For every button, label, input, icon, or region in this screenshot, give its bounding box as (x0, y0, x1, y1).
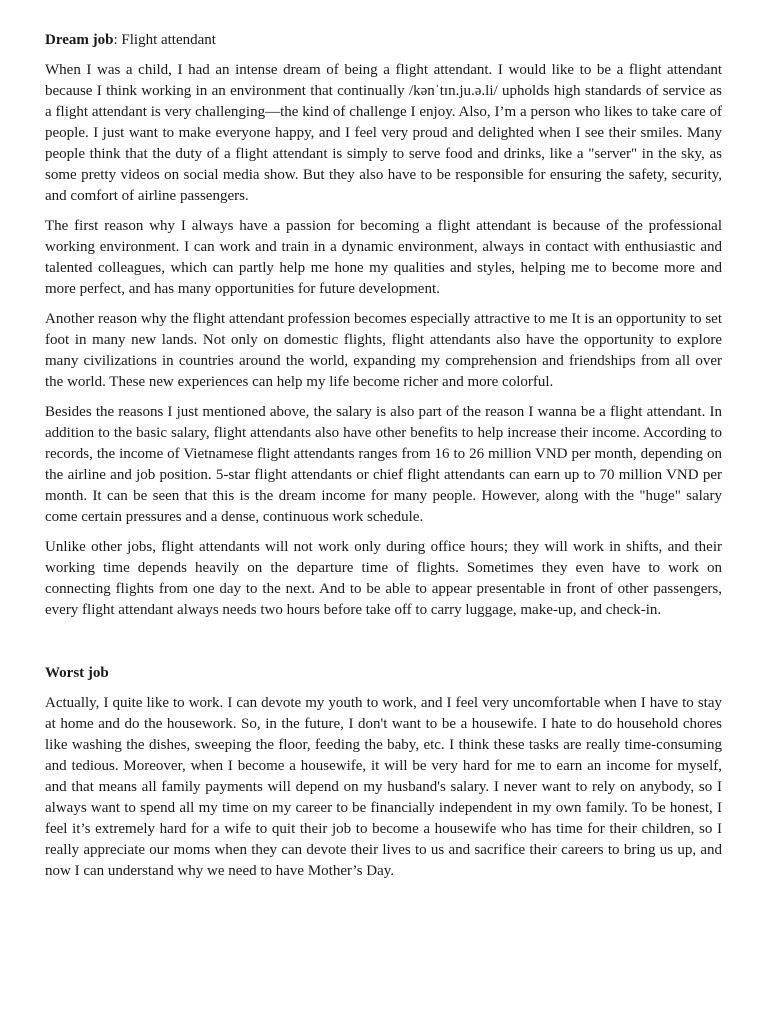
section-spacer (45, 630, 722, 663)
dream-job-paragraph-2: The first reason why I always have a passion for becoming a flight attendant is because of the professional working environment. I can work and train in a dynamic environment, always in contact with enthusiastic and talented colleagues, which can partly help me hone my qualities and styles, helping me to become more and more perfect, and has many opportunities for future development. (45, 218, 722, 297)
dream-job-heading (45, 30, 722, 51)
worst-job-heading-label: Worst job (45, 665, 109, 681)
document-page (45, 30, 722, 891)
dream-job-heading-separator: : (113, 32, 122, 48)
dream-job-paragraph-3: Another reason why the flight attendant profession becomes especially attractive to me It is an opportunity to set foot in many new lands. Not only on domestic flights, flight attendants also have the opportunity to explore many civilizations in countries around the world, expanding my comprehension and friendships from all over the world. These new experiences can help my life become richer and more colorful. (45, 311, 722, 390)
worst-job-heading (45, 663, 722, 684)
dream-job-paragraph-1: When I was a child, I had an intense dream of being a flight attendant. I would like to be a flight attendant because I think working in an environment that continually /kənˈtɪn.ju.ə.li/ upholds high standards of service as a flight attendant is very challenging—the kind of challenge I enjoy. Also, I’m a person who likes to take care of people. I just want to make everyone happy, and I feel very proud and delighted when I see their smiles. Many people think that the duty of a flight attendant is simply to serve food and drinks, like a "server" in the sky, as some pretty videos on social media show. But they also have to be responsible for ensuring the safety, security, and comfort of airline passengers. (45, 62, 722, 204)
dream-job-heading-label: Dream job (45, 32, 114, 48)
worst-job-paragraph-1: Actually, I quite like to work. I can devote my youth to work, and I feel very uncomfortable when I have to stay at home and do the housework. So, in the future, I don't want to be a housewife. I hate to do household chores like washing the dishes, sweeping the floor, feeding the baby, etc. I think these tasks are really time-consuming and tedious. Moreover, when I become a housewife, it will be very hard for me to earn an income for myself, and that means all family payments will depend on my husband's salary. I never want to rely on anybody, so I always want to spend all my time on my career to be financially independent in my own family. To be honest, I feel it’s extremely hard for a wife to quit their job to become a housewife who has time for their children, so I really appreciate our moms when they can devote their lives to us and sacrifice their careers to bring us up, and now I can understand why we need to have Mother’s Day. (45, 695, 722, 879)
dream-job-heading-value: Flight attendant (121, 32, 216, 48)
dream-job-paragraph-5: Unlike other jobs, flight attendants will not work only during office hours; they will work in shifts, and their working time depends heavily on the departure time of flights. Sometimes they even have to work on connecting flights from one day to the next. And to be able to appear presentable in front of other passengers, every flight attendant always needs two hours before take off to carry luggage, make-up, and check-in. (45, 539, 722, 618)
dream-job-paragraph-4: Besides the reasons I just mentioned above, the salary is also part of the reason I wanna be a flight attendant. In addition to the basic salary, flight attendants also have other benefits to help increase their income. According to records, the income of Vietnamese flight attendants ranges from 16 to 26 million VND per month, depending on the airline and job position. 5-star flight attendants or chief flight attendants can earn up to 70 million VND per month. It can be seen that this is the dream income for many people. However, along with the "huge" salary come certain pressures and a dense, continuous work schedule. (45, 404, 722, 525)
